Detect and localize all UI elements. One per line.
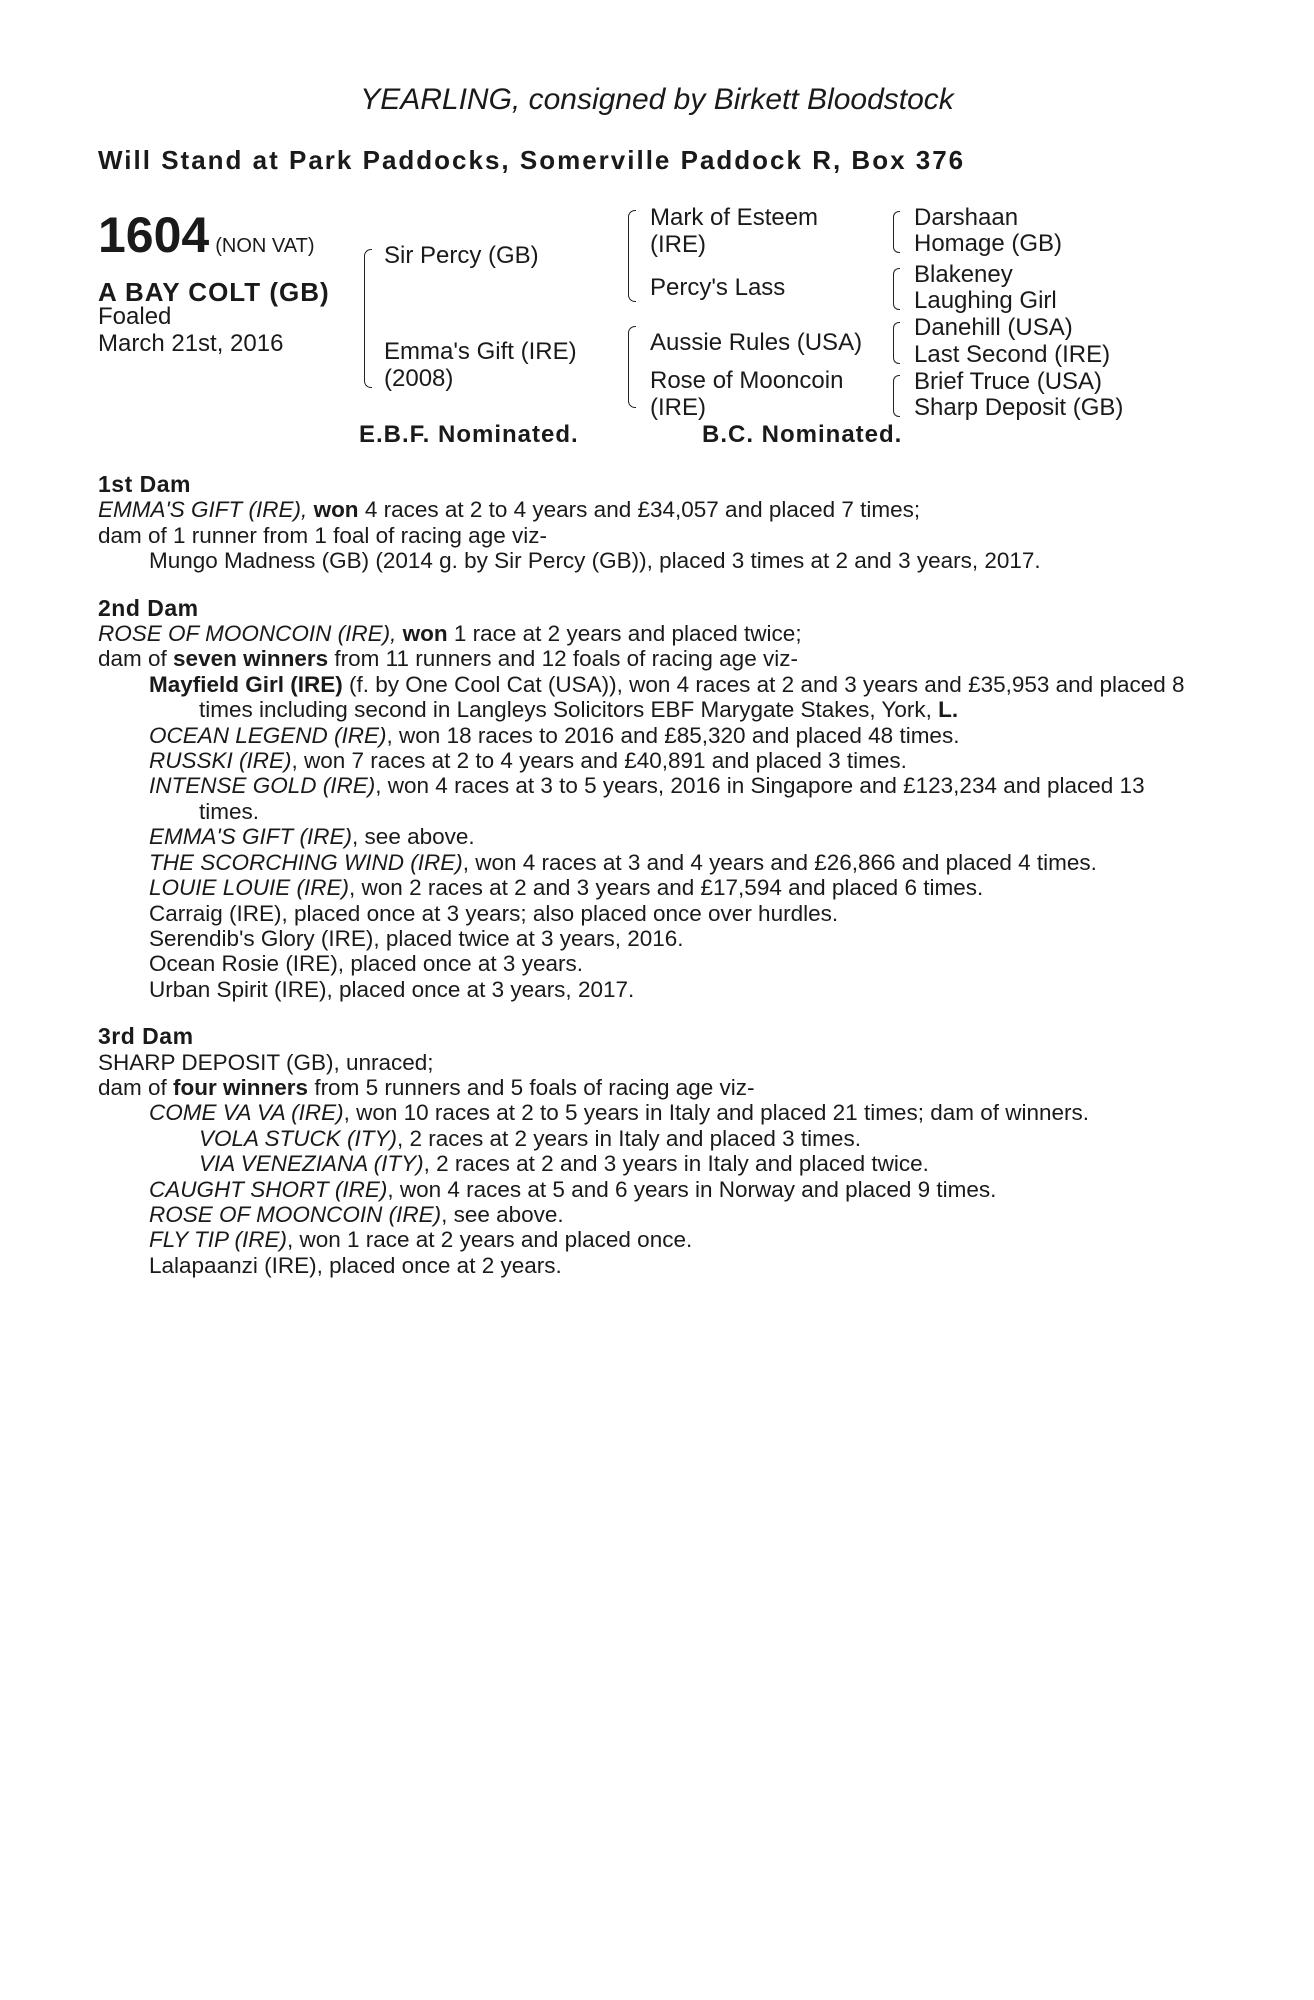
brace-gen2-dam <box>628 326 636 408</box>
foal-text: , won 10 races at 2 to 5 years in Italy and placed 21 times; dam of winners. <box>343 1100 1090 1126</box>
foal-text: , won 1 race at 2 years and placed once. <box>286 1227 693 1253</box>
list-item <box>98 875 1208 900</box>
third-dam-section <box>98 1024 1208 1278</box>
pedigree-sire: Sir Percy (GB) <box>384 242 539 269</box>
list-item <box>98 824 1208 849</box>
pedigree-dam-dam-line2: (IRE) <box>650 394 706 421</box>
second-dam-foals <box>98 672 1208 1002</box>
vat-status: (NON VAT) <box>215 235 315 257</box>
first-dam-produce: dam of 1 runner from 1 foal of racing age viz- <box>98 522 547 548</box>
third-dam-heading: 3rd Dam <box>98 1023 194 1050</box>
second-dam-produce <box>98 646 1208 671</box>
foal-text: , won 4 races at 5 and 6 years in Norway and placed 9 times. <box>387 1176 997 1202</box>
foal-text: , 2 races at 2 and 3 years in Italy and placed twice. <box>423 1151 929 1177</box>
list-item <box>98 1151 1208 1176</box>
foal-text: , won 4 races at 3 to 5 years, 2016 in Singapore and £123,234 and placed 13 times. <box>199 773 1145 824</box>
foal-name: CAUGHT SHORT (IRE) <box>149 1176 388 1202</box>
foal-text: (f. by One Cool Cat (USA)), won 4 races at 2 and 3 years and £35,953 and placed 8 times including second in Langleys Solicitors EBF Marygate Stakes, York, <box>199 671 1185 723</box>
brace-gen2-sire <box>628 210 636 302</box>
foal-listed: L. <box>938 697 959 723</box>
brace-gen3-1 <box>893 211 900 253</box>
ebf-nominated: E.B.F. Nominated. <box>359 421 579 448</box>
produce-suffix: from 5 runners and 5 foals of racing age viz- <box>308 1074 755 1100</box>
produce-prefix: dam of <box>98 646 174 672</box>
pedigree-sire-sire-line2: (IRE) <box>650 231 706 258</box>
first-dam-record <box>98 497 1208 522</box>
pedigree-gen3-8: Sharp Deposit (GB) <box>914 394 1124 421</box>
list-item <box>98 773 1208 824</box>
list-item: Ocean Rosie (IRE), placed once at 3 years. <box>149 951 583 977</box>
list-item <box>98 748 1208 773</box>
pedigree-dam-sire: Aussie Rules (USA) <box>650 329 863 356</box>
foal-name: THE SCORCHING WIND (IRE) <box>149 849 463 875</box>
first-dam-foal: Mungo Madness (GB) (2014 g. by Sir Percy (GB)), placed 3 times at 2 and 3 years, 2017. <box>149 548 1041 574</box>
foaled-info <box>98 303 338 357</box>
foal-name: VOLA STUCK (ITY) <box>199 1125 397 1151</box>
pedigree-gen3-7: Brief Truce (USA) <box>914 368 1103 395</box>
first-dam-heading: 1st Dam <box>98 471 191 497</box>
foal-text: , see above. <box>441 1201 564 1227</box>
foal-name: EMMA'S GIFT (IRE) <box>149 824 353 850</box>
pedigree-sire-dam: Percy's Lass <box>650 274 786 301</box>
family-details <box>98 472 1208 1278</box>
brace-gen3-2 <box>893 268 900 310</box>
bc-nominated: B.C. Nominated. <box>702 421 903 448</box>
second-dam-section <box>98 596 1208 1003</box>
foal-text: , won 7 races at 2 to 4 years and £40,891 and placed 3 times. <box>291 748 907 774</box>
catalogue-subtitle: YEARLING, consigned by Birkett Bloodstock <box>360 83 954 116</box>
first-dam-section <box>98 472 1208 574</box>
list-item <box>98 1126 1208 1151</box>
list-item: Serendib's Glory (IRE), placed twice at 3 years, 2016. <box>149 925 684 951</box>
list-item <box>98 1177 1208 1202</box>
first-dam-name: EMMA'S GIFT (IRE), <box>98 497 308 523</box>
foal-name: ROSE OF MOONCOIN (IRE) <box>149 1201 442 1227</box>
foal-name: COME VA VA (IRE) <box>149 1100 344 1126</box>
third-dam-record: SHARP DEPOSIT (GB), unraced; <box>98 1049 434 1075</box>
foal-name: RUSSKI (IRE) <box>149 748 292 774</box>
foaled-date: March 21st, 2016 <box>98 330 284 357</box>
foal-name: INTENSE GOLD (IRE) <box>149 773 376 799</box>
list-item: Lalapaanzi (IRE), placed once at 2 years. <box>149 1252 562 1278</box>
list-item <box>98 1227 1208 1252</box>
horse-description: A BAY COLT (GB) <box>98 277 330 307</box>
foal-name: Mayfield Girl (IRE) <box>149 671 343 697</box>
pedigree-dam-dam-line1: Rose of Mooncoin <box>650 367 844 394</box>
list-item <box>98 672 1208 723</box>
pedigree-dam-year: (2008) <box>384 365 454 392</box>
brace-gen3-3 <box>893 322 900 364</box>
foal-text: , 2 races at 2 years in Italy and placed 3 times. <box>396 1125 861 1151</box>
brace-gen3-4 <box>893 375 900 417</box>
produce-suffix: from 11 runners and 12 foals of racing age viz- <box>328 646 798 672</box>
list-item: Carraig (IRE), placed once at 3 years; also placed once over hurdles. <box>149 900 839 926</box>
foal-name: LOUIE LOUIE (IRE) <box>149 875 350 901</box>
list-item <box>98 1202 1208 1227</box>
second-dam-won: won <box>402 621 448 647</box>
second-dam-name: ROSE OF MOONCOIN (IRE), <box>98 621 397 647</box>
third-dam-produce <box>98 1075 1208 1100</box>
pedigree-sire-sire-line1: Mark of Esteem <box>650 204 819 231</box>
produce-prefix: dam of <box>98 1074 174 1100</box>
list-item <box>98 723 1208 748</box>
third-dam-foals <box>98 1100 1208 1278</box>
foaled-label: Foaled <box>98 303 172 330</box>
list-item <box>98 850 1208 875</box>
second-dam-record <box>98 621 1208 646</box>
brace-gen1 <box>364 249 372 388</box>
pedigree-gen3-3: Blakeney <box>914 261 1013 288</box>
first-dam-won: won <box>313 497 359 523</box>
pedigree-gen3-2: Homage (GB) <box>914 230 1063 257</box>
pedigree-gen3-5: Danehill (USA) <box>914 314 1073 341</box>
list-item: Urban Spirit (IRE), placed once at 3 years, 2017. <box>149 976 635 1002</box>
stand-location: Will Stand at Park Paddocks, Somerville Paddock R, Box 376 <box>98 145 966 175</box>
foal-text: , see above. <box>352 824 475 850</box>
foal-text: , won 2 races at 2 and 3 years and £17,594 and placed 6 times. <box>349 875 984 901</box>
pedigree-dam <box>384 338 577 392</box>
first-dam-record-text: 4 races at 2 to 4 years and £34,057 and placed 7 times; <box>358 497 921 523</box>
produce-winners: four winners <box>173 1074 309 1100</box>
second-dam-heading: 2nd Dam <box>98 594 199 621</box>
pedigree-dam-name: Emma's Gift (IRE) <box>384 338 577 365</box>
lot-number-value: 1604 <box>98 207 210 263</box>
foal-text: , won 18 races to 2016 and £85,320 and placed 48 times. <box>386 722 960 748</box>
foal-name: VIA VENEZIANA (ITY) <box>199 1151 424 1177</box>
lot-number <box>98 206 314 264</box>
produce-winners: seven winners <box>173 646 329 672</box>
pedigree-sire-sire <box>650 204 818 258</box>
pedigree-gen3-4: Laughing Girl <box>914 287 1057 314</box>
second-dam-record-text: 1 race at 2 years and placed twice; <box>447 621 802 647</box>
foal-name: OCEAN LEGEND (IRE) <box>149 722 387 748</box>
pedigree-dam-dam <box>650 367 843 421</box>
pedigree-gen3-1: Darshaan <box>914 204 1019 231</box>
list-item <box>98 1100 1208 1125</box>
foal-name: FLY TIP (IRE) <box>149 1227 287 1253</box>
pedigree-gen3-6: Last Second (IRE) <box>914 341 1111 368</box>
foal-text: , won 4 races at 3 and 4 years and £26,866 and placed 4 times. <box>462 849 1097 875</box>
